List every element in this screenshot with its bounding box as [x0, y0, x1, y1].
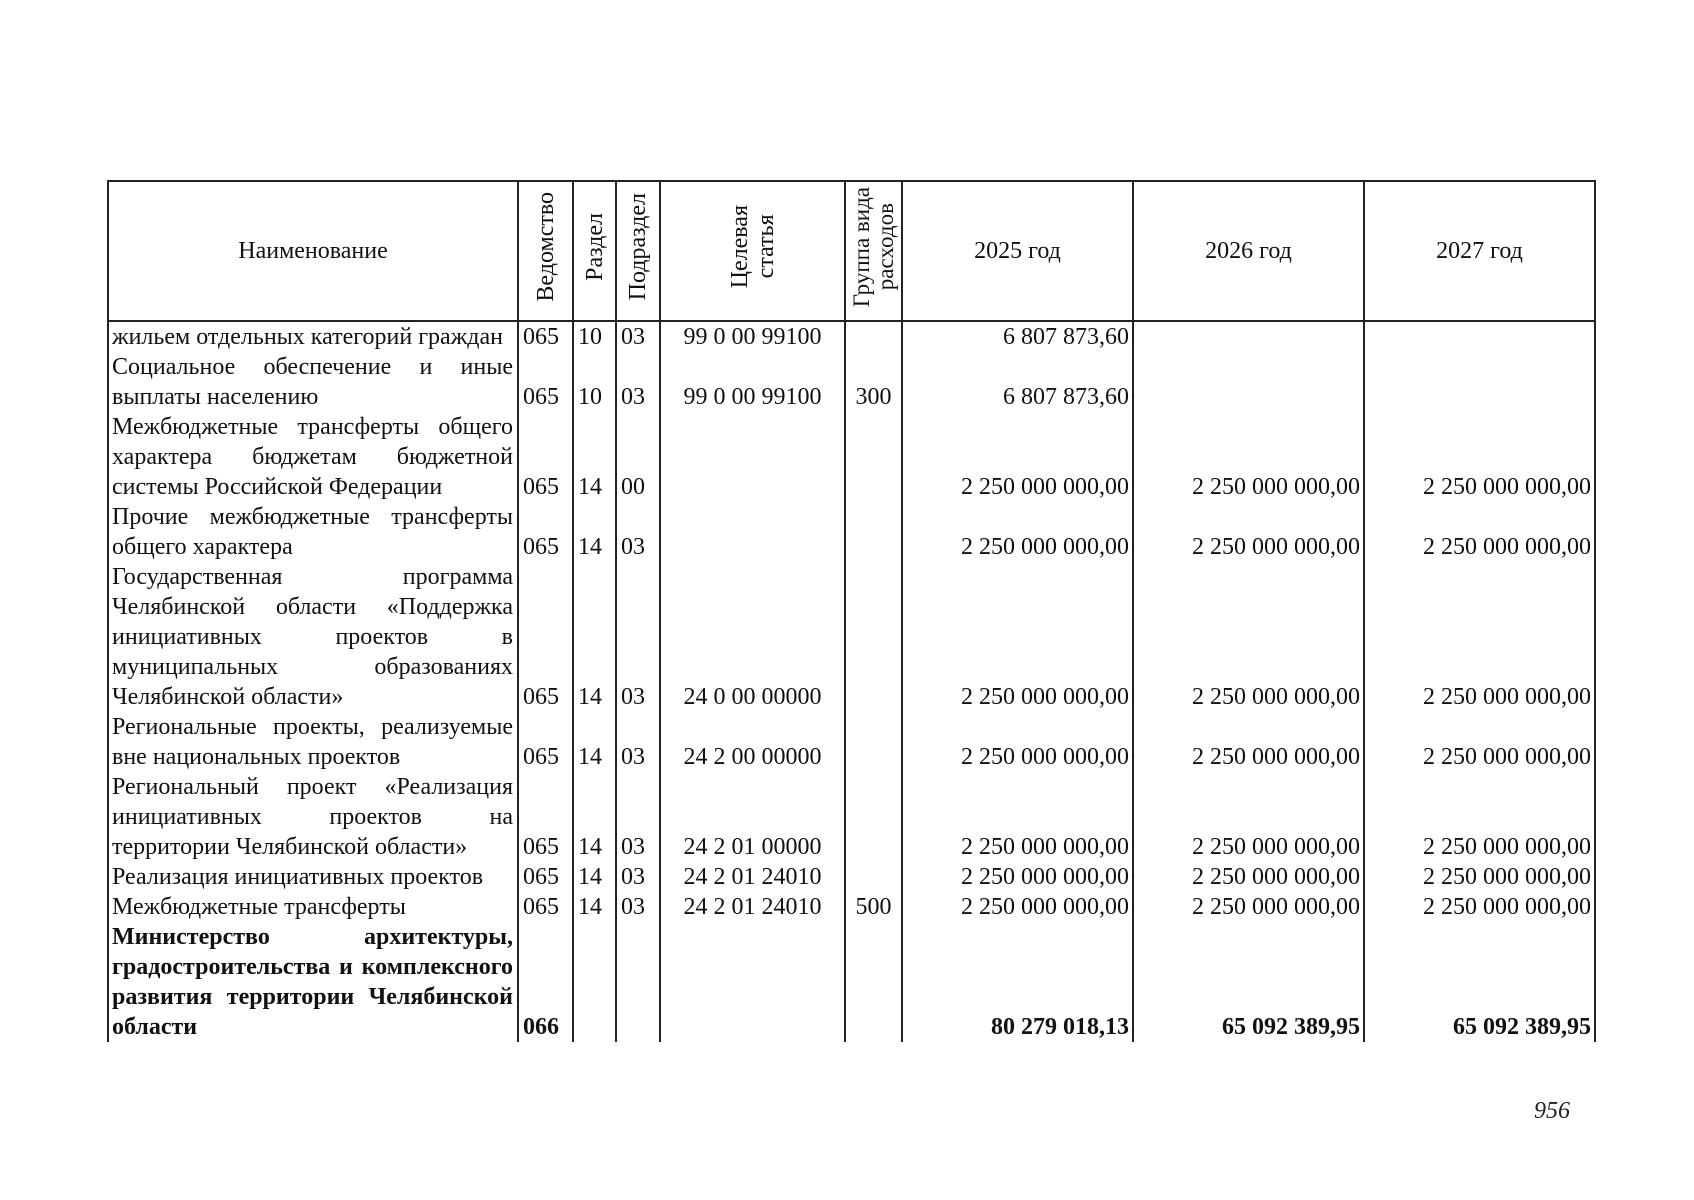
- cell-2026: [1133, 352, 1364, 412]
- cell-department: 065: [518, 862, 573, 892]
- header-year-2027: 2027 год: [1364, 181, 1595, 321]
- header-target-article: Целевая статья: [660, 181, 845, 321]
- cell-2026: 65 092 389,95: [1133, 922, 1364, 1042]
- table-row: [108, 892, 1595, 922]
- cell-name: Реализация инициативных проектов: [108, 862, 518, 892]
- cell-department: 065: [518, 412, 573, 502]
- cell-2027: 2 250 000 000,00: [1364, 772, 1595, 862]
- cell-2026: 2 250 000 000,00: [1133, 862, 1364, 892]
- cell-department: 065: [518, 562, 573, 712]
- cell-target-article: [660, 922, 845, 1042]
- cell-name: Государственная программа Челябинской области «Поддержка инициативных проектов в муниципальных образованиях Челябинской области»: [108, 562, 518, 712]
- cell-name: жильем отдельных категорий граждан: [108, 321, 518, 352]
- cell-subsection: 03: [616, 862, 660, 892]
- table-row: [108, 862, 1595, 892]
- cell-2027: [1364, 321, 1595, 352]
- cell-subsection: 00: [616, 412, 660, 502]
- cell-expense-group: [845, 772, 902, 862]
- cell-section: [573, 922, 616, 1042]
- table-row: [108, 712, 1595, 772]
- table-row: [108, 412, 1595, 502]
- cell-name: Межбюджетные трансферты: [108, 892, 518, 922]
- cell-name: Региональные проекты, реализуемые вне национальных проектов: [108, 712, 518, 772]
- cell-section: 14: [573, 712, 616, 772]
- cell-2025: 2 250 000 000,00: [902, 772, 1133, 862]
- cell-expense-group: [845, 321, 902, 352]
- cell-expense-group: [845, 712, 902, 772]
- header-expense-group: Группа вида расходов: [845, 181, 902, 321]
- cell-subsection: 03: [616, 892, 660, 922]
- header-name: Наименование: [108, 181, 518, 321]
- cell-target-article: 24 2 01 24010: [660, 892, 845, 922]
- header-section: Раздел: [573, 181, 616, 321]
- cell-2027: 2 250 000 000,00: [1364, 892, 1595, 922]
- cell-2027: 2 250 000 000,00: [1364, 562, 1595, 712]
- cell-section: 10: [573, 352, 616, 412]
- cell-2027: 2 250 000 000,00: [1364, 502, 1595, 562]
- cell-target-article: 99 0 00 99100: [660, 352, 845, 412]
- cell-2026: 2 250 000 000,00: [1133, 892, 1364, 922]
- cell-department: 065: [518, 502, 573, 562]
- cell-2027: [1364, 352, 1595, 412]
- cell-section: 14: [573, 412, 616, 502]
- table-row: [108, 352, 1595, 412]
- cell-2025: 6 807 873,60: [902, 352, 1133, 412]
- cell-2025: 6 807 873,60: [902, 321, 1133, 352]
- cell-target-article: [660, 502, 845, 562]
- cell-department: 065: [518, 321, 573, 352]
- header-year-2026: 2026 год: [1133, 181, 1364, 321]
- cell-name: Региональный проект «Реализация инициативных проектов на территории Челябинской области»: [108, 772, 518, 862]
- cell-2025: 2 250 000 000,00: [902, 412, 1133, 502]
- cell-department: 065: [518, 352, 573, 412]
- cell-2025: 2 250 000 000,00: [902, 712, 1133, 772]
- cell-department: 065: [518, 892, 573, 922]
- cell-target-article: 24 2 00 00000: [660, 712, 845, 772]
- table-row: [108, 562, 1595, 712]
- cell-2025: 2 250 000 000,00: [902, 502, 1133, 562]
- cell-subsection: 03: [616, 712, 660, 772]
- budget-table: [107, 180, 1596, 1042]
- cell-2025: 80 279 018,13: [902, 922, 1133, 1042]
- table-body: [108, 321, 1595, 1042]
- header-department: Ведомство: [518, 181, 573, 321]
- cell-subsection: 03: [616, 772, 660, 862]
- cell-2025: 2 250 000 000,00: [902, 892, 1133, 922]
- cell-2026: 2 250 000 000,00: [1133, 712, 1364, 772]
- table-header-row: [108, 181, 1595, 321]
- table-row: [108, 502, 1595, 562]
- cell-subsection: 03: [616, 321, 660, 352]
- cell-2026: 2 250 000 000,00: [1133, 412, 1364, 502]
- header-subsection: Подраздел: [616, 181, 660, 321]
- cell-section: 14: [573, 892, 616, 922]
- table-row: [108, 922, 1595, 1042]
- cell-2027: 2 250 000 000,00: [1364, 862, 1595, 892]
- cell-expense-group: [845, 412, 902, 502]
- cell-name: Социальное обеспечение и иные выплаты населению: [108, 352, 518, 412]
- cell-target-article: 24 0 00 00000: [660, 562, 845, 712]
- cell-subsection: 03: [616, 352, 660, 412]
- cell-target-article: 24 2 01 24010: [660, 862, 845, 892]
- cell-target-article: 24 2 01 00000: [660, 772, 845, 862]
- cell-target-article: [660, 412, 845, 502]
- cell-expense-group: [845, 502, 902, 562]
- cell-2027: 65 092 389,95: [1364, 922, 1595, 1042]
- cell-section: 14: [573, 562, 616, 712]
- cell-name: Межбюджетные трансферты общего характера бюджетам бюджетной системы Российской Федерации: [108, 412, 518, 502]
- cell-2027: 2 250 000 000,00: [1364, 712, 1595, 772]
- cell-name: Министерство архитектуры, градостроительства и комплексного развития территории Челябинской области: [108, 922, 518, 1042]
- cell-2025: 2 250 000 000,00: [902, 562, 1133, 712]
- cell-target-article: 99 0 00 99100: [660, 321, 845, 352]
- cell-expense-group: [845, 862, 902, 892]
- cell-section: 14: [573, 772, 616, 862]
- cell-2027: 2 250 000 000,00: [1364, 412, 1595, 502]
- cell-expense-group: 500: [845, 892, 902, 922]
- cell-expense-group: [845, 562, 902, 712]
- cell-subsection: 03: [616, 562, 660, 712]
- cell-expense-group: [845, 922, 902, 1042]
- table-row: [108, 772, 1595, 862]
- cell-section: 14: [573, 862, 616, 892]
- cell-expense-group: 300: [845, 352, 902, 412]
- header-year-2025: 2025 год: [902, 181, 1133, 321]
- cell-subsection: [616, 922, 660, 1042]
- cell-name: Прочие межбюджетные трансферты общего характера: [108, 502, 518, 562]
- cell-department: 065: [518, 712, 573, 772]
- cell-section: 10: [573, 321, 616, 352]
- page-number: 956: [1534, 1098, 1570, 1124]
- cell-2026: 2 250 000 000,00: [1133, 502, 1364, 562]
- cell-department: 066: [518, 922, 573, 1042]
- table-row: [108, 321, 1595, 352]
- cell-2026: 2 250 000 000,00: [1133, 772, 1364, 862]
- cell-2026: 2 250 000 000,00: [1133, 562, 1364, 712]
- cell-department: 065: [518, 772, 573, 862]
- cell-2025: 2 250 000 000,00: [902, 862, 1133, 892]
- cell-subsection: 03: [616, 502, 660, 562]
- cell-2026: [1133, 321, 1364, 352]
- cell-section: 14: [573, 502, 616, 562]
